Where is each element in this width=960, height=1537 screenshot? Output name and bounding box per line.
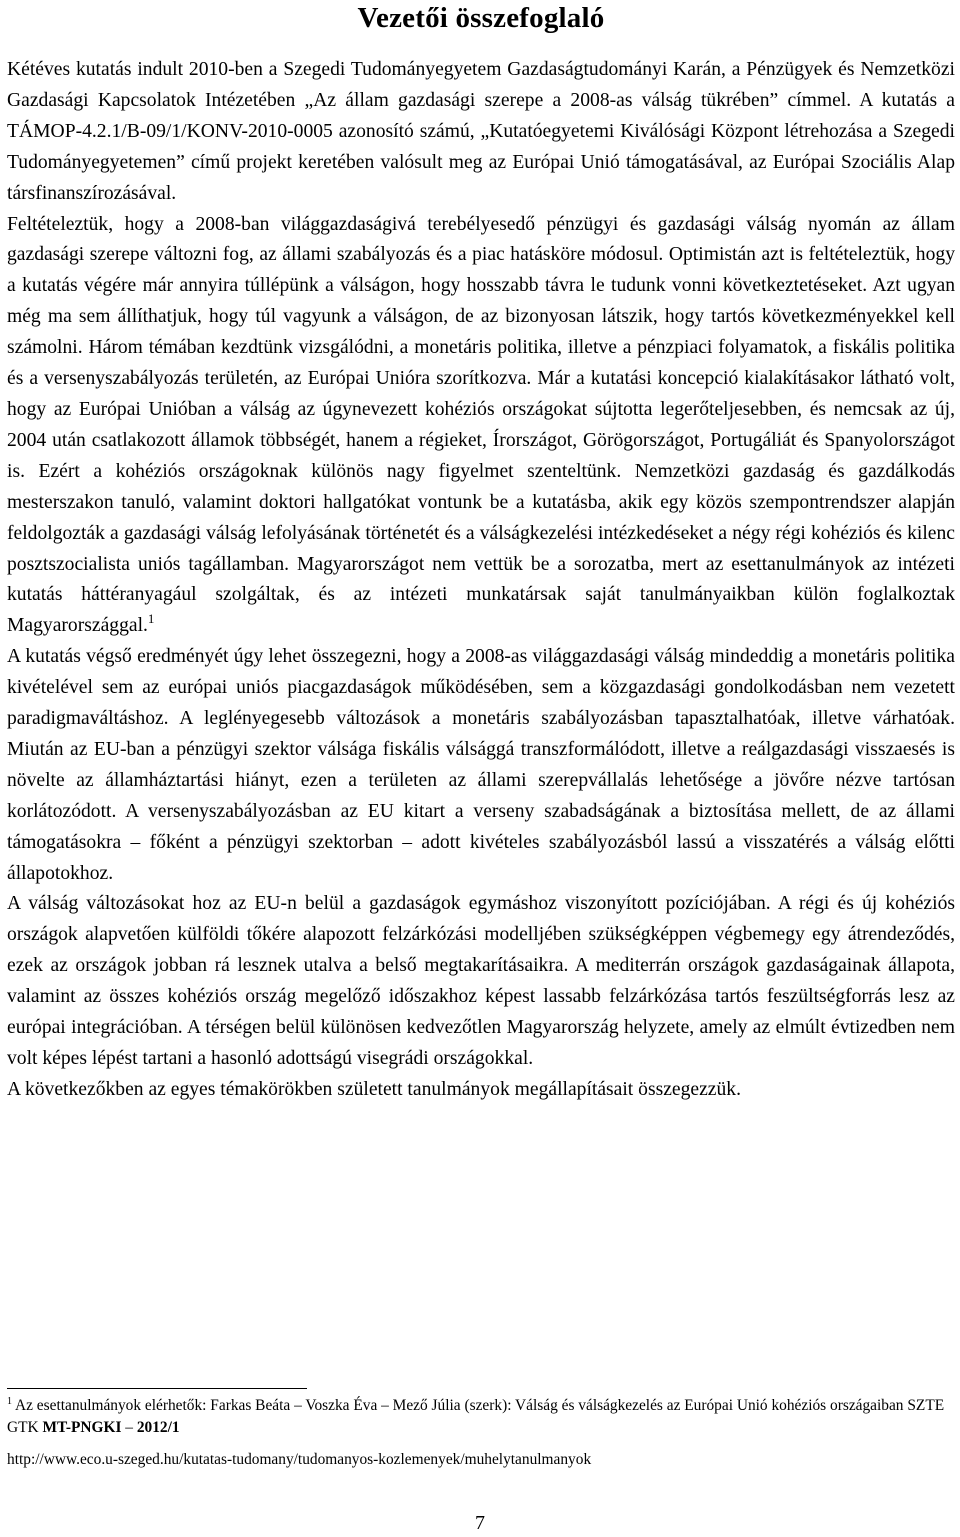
- page-title: Vezetői összefoglaló: [357, 2, 605, 34]
- footnote-1: [7, 1395, 955, 1439]
- footnote-separator: [7, 1388, 307, 1389]
- paragraph-results: A kutatás végső eredményét úgy lehet összegezni, hogy a 2008-as világgazdasági válság mindeddig a monetáris politika kivételével sem az európai uniós piacgazdaságok működésében, sem a közgazdasági gondolkodásban nem vezetett paradigmaváltáshoz. A leglényegesebb változások a monetáris szabályozásban tapasztalhatóak, illetve várhatóak. Miután az EU-ban a pénzügyi szektor válsága fiskális válsággá transzformálódott, illetve a reálgazdasági visszaesés is növelte az államháztartási hiányt, ezen a területen az állami szerepvállalás lehetősége a jövőre nézve tartósan korlátozódott. A versenyszabályozásban az EU kitart a verseny szabadságának a biztosítása mellett, de az állami támogatásokra – főként a pénzügyi szektorban – adott kivételes szabályozásból lassú a visszatérés a válság előtti állapotokhoz.: [7, 646, 955, 884]
- body-text: [7, 55, 955, 1106]
- footnote-text: Az esettanulmányok elérhetők: Farkas Beáta – Voszka Éva – Mező Júlia (szerk): Válság és válságkezelés az Európai Unió kohéziós országaiban SZTE GTK: [7, 1397, 945, 1436]
- paragraph-intro: Kétéves kutatás indult 2010-ben a Szegedi Tudományegyetem Gazdaságtudományi Karán, a Pénzügyek és Nemzetközi Gazdasági Kapcsolatok Intézetében „Az állam gazdasági szerepe a 2008-as válság tükrében” címmel. A kutatás a TÁMOP-4.2.1/B-09/1/KONV-2010-0005 azonosító számú, „Kutatóegyetemi Kiválósági Központ létrehozása a Szegedi Tudományegyetemen” című projekt keretében valósult meg az Európai Unió támogatásával, az Európai Szociális Alap társfinanszírozásával.: [7, 59, 955, 204]
- footnote-dash: –: [121, 1419, 137, 1436]
- footnote-url-link[interactable]: http://www.eco.u-szeged.hu/kutatas-tudomany/tudomanyos-kozlemenyek/muhelytanulmanyok: [7, 1451, 592, 1468]
- paragraph-hypothesis: [7, 210, 955, 643]
- footnote-number: 1: [7, 1396, 12, 1407]
- page-number: 7: [475, 1512, 485, 1534]
- paragraph-outlook: A következőkben az egyes témakörökben született tanulmányok megállapításait összegezzük.: [7, 1078, 741, 1100]
- footnote-reference[interactable]: 1: [147, 611, 155, 627]
- footnote-area: [7, 1395, 955, 1471]
- document-page: [7, 0, 955, 1106]
- footnote-institute: PNGKI: [71, 1419, 122, 1436]
- paragraph-hypothesis-text: Feltételeztük, hogy a 2008-ban világgazdaságivá terebélyesedő pénzügyi és gazdasági válság nyomán az állam gazdasági szerepe változni fog, az állami szabályozás és a piac hatásköre módosul. Optimistán azt is feltételeztük, hogy a kutatás végére már annyira túllépünk a válságon, hogy hosszabb távra le tudunk vonni következtetéseket. Azt ugyan még ma sem állíthatjuk, hogy túl vagyunk a válságon, de az bizonyosan látszik, hogy tartós következményekkel kell számolni. Három témában kezdtünk vizsgálódni, a monetáris politika, illetve a pénzpiaci folyamatok, a fiskális politika és a versenyszabályozás területén, az Európai Unióra szorítkozva. Már a kutatási koncepció kialakításakor látható volt, hogy az Európai Unióban a válság az úgynevezett kohéziós országokat sújtotta legerőteljesebben, és nemcsak az új, 2004 után csatlakozott államok többségét, hanem a régieket, Írországot, Görögországot, Portugáliát és Spanyolországot is. Ezért a kohéziós országoknak különös nagy figyelmet szenteltünk. Nemzetközi gazdaság és gazdálkodás mesterszakon tanuló, valamint doktori hallgatókat vontunk be a kutatásba, akik egy közös szempontrendszer alapján feldolgozták a gazdasági válság lefolyásának történetét és a válságkezelési intézkedéseket a négy régi kohéziós és kilenc posztszocialista uniós tagállamban. Magyarországot nem vettük be a sorozatba, mert az esettanulmányok az intézeti kutatás háttéranyagául szolgáltak, és az intézeti munkatársak saját tanulmányaikban külön foglalkoztak Magyarországgal.: [7, 213, 955, 637]
- paragraph-positions: A válság változásokat hoz az EU-n belül a gazdaságok egymáshoz viszonyított pozíciójában. A régi és új kohéziós országok alapvetően külföldi tőkére alapozott felzárkózási modelljében szükségképpen végbemegy egy átrendeződés, ezek az országok jobban rá lesznek utalva a belső megtakarításaikra. A mediterrán országok gazdaságainak állapota, valamint az összes kohéziós ország megelőző időszakhoz képest lassabb felzárkózása tartós feszültségforrás lesz az európai integrációban. A térségen belül különösen kedvezőtlen Magyarország helyzete, amely az elmúlt évtizedben nem volt képes lépést tartani a hasonló adottságú visegrádi országokkal.: [7, 893, 955, 1069]
- footnote-institute-prefix: MT-: [42, 1419, 71, 1436]
- footnote-series-number: 2012/1: [136, 1419, 180, 1436]
